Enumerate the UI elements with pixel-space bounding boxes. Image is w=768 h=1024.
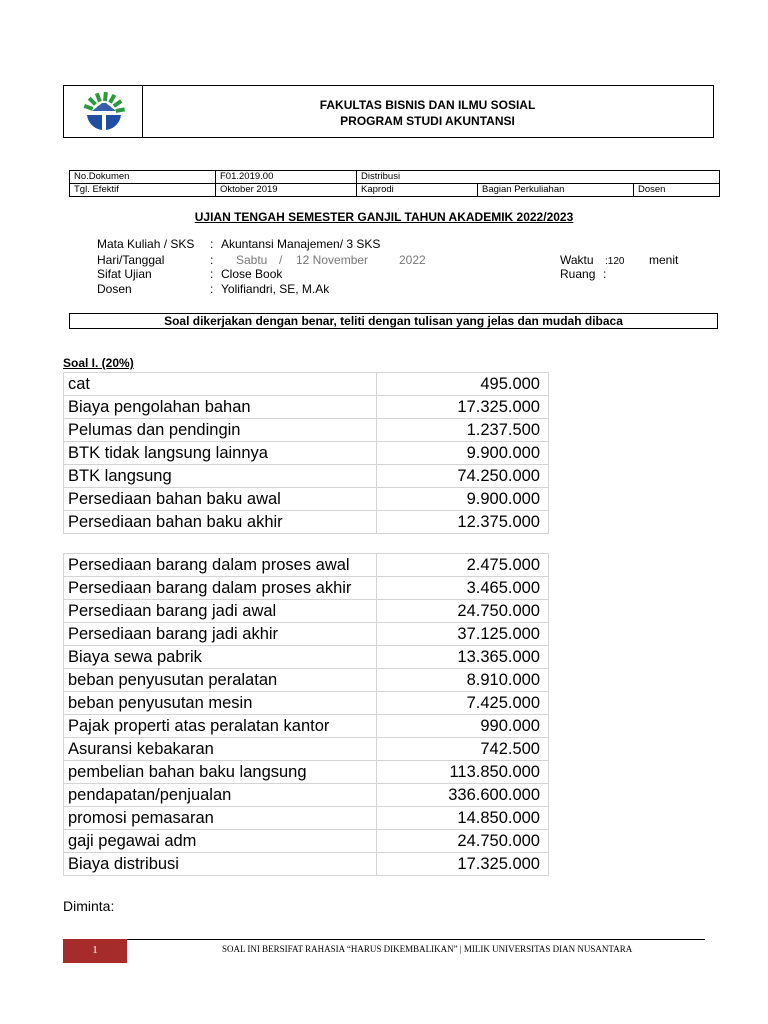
table-row (64, 600, 549, 623)
program-title: PROGRAM STUDI AKUNTANSI (340, 114, 515, 128)
ruang-colon: : (603, 267, 607, 281)
item-name: beban penyusutan mesin (64, 692, 377, 715)
table-row (64, 830, 549, 853)
hari-year: 2022 (399, 253, 426, 267)
table-row (70, 184, 720, 197)
item-value: 74.250.000 (377, 465, 549, 488)
item-name: Persediaan barang jadi akhir (64, 623, 377, 646)
footer-text: SOAL INI BERSIFAT RAHASIA “HARUS DIKEMBALIKAN” | MILIK UNIVERSITAS DIAN NUSANTARA (222, 944, 633, 954)
colon: : (210, 237, 214, 251)
page-number: 1 (63, 939, 127, 963)
dosen-label: Dosen (97, 282, 132, 296)
table-row (64, 373, 549, 396)
dosen-value: Yolifiandri, SE, M.Ak (221, 282, 330, 296)
item-value: 37.125.000 (377, 623, 549, 646)
colon: : (210, 282, 214, 296)
item-value: 7.425.000 (377, 692, 549, 715)
table-row (64, 784, 549, 807)
item-name: Biaya distribusi (64, 853, 377, 876)
table-row (64, 396, 549, 419)
item-name: Persediaan barang jadi awal (64, 600, 377, 623)
waktu-unit: menit (649, 253, 679, 267)
exam-title-pre: UJIAN TENGAH SEMESTER (194, 210, 358, 224)
matkul-value: Akuntansi Manajemen/ 3 SKS (221, 237, 381, 251)
item-name: Persediaan bahan baku akhir (64, 511, 377, 534)
item-value: 9.900.000 (377, 442, 549, 465)
diminta-label: Diminta: (63, 898, 115, 914)
cost-table-2 (63, 553, 549, 876)
item-value: 9.900.000 (377, 488, 549, 511)
cost-table-1 (63, 372, 549, 534)
matkul-label: Mata Kuliah / SKS (97, 237, 195, 251)
header-box (63, 85, 714, 138)
table-cell: Dosen (634, 184, 720, 197)
item-value: 14.850.000 (377, 807, 549, 830)
table-row (64, 669, 549, 692)
table-cell: Distribusi (357, 171, 720, 184)
item-value: 495.000 (377, 373, 549, 396)
document-info-table (69, 170, 720, 197)
table-row (64, 442, 549, 465)
item-value: 1.237.500 (377, 419, 549, 442)
table-row (64, 554, 549, 577)
item-name: Persediaan barang dalam proses akhir (64, 577, 377, 600)
item-name: pembelian bahan baku langsung (64, 761, 377, 784)
table-row (64, 488, 549, 511)
item-name: gaji pegawai adm (64, 830, 377, 853)
exam-title-main: GANJIL TAHUN AKADEMIK 2022/2023 (357, 210, 574, 224)
ruang-label: Ruang (560, 267, 596, 281)
item-value: 990.000 (377, 715, 549, 738)
item-name: BTK langsung (64, 465, 377, 488)
item-value: 17.325.000 (377, 396, 549, 419)
waktu-label: Waktu (560, 253, 594, 267)
item-name: Biaya pengolahan bahan (64, 396, 377, 419)
item-name: promosi pemasaran (64, 807, 377, 830)
table-cell: F01.2019.00 (216, 171, 357, 184)
instruction-notice: Soal dikerjakan dengan benar, teliti dengan tulisan yang jelas dan mudah dibaca (69, 313, 718, 329)
item-name: BTK tidak langsung lainnya (64, 442, 377, 465)
faculty-title: FAKULTAS BISNIS DAN ILMU SOSIAL (319, 98, 536, 112)
table-row (70, 171, 720, 184)
item-value: 8.910.000 (377, 669, 549, 692)
colon: : (210, 253, 214, 267)
item-name: Pelumas dan pendingin (64, 419, 377, 442)
item-value: 336.600.000 (377, 784, 549, 807)
colon: : (210, 267, 214, 281)
hari-slash: / (279, 253, 283, 267)
item-name: Persediaan bahan baku awal (64, 488, 377, 511)
item-value: 113.850.000 (377, 761, 549, 784)
item-value: 2.475.000 (377, 554, 549, 577)
hari-label: Hari/Tanggal (97, 253, 165, 267)
item-name: cat (64, 373, 377, 396)
item-value: 12.375.000 (377, 511, 549, 534)
item-name: Persediaan barang dalam proses awal (64, 554, 377, 577)
item-name: Pajak properti atas peralatan kantor (64, 715, 377, 738)
table-row (64, 853, 549, 876)
item-name: pendapatan/penjualan (64, 784, 377, 807)
table-row (64, 465, 549, 488)
table-cell: Bagian Perkuliahan (478, 184, 634, 197)
table-row (64, 738, 549, 761)
table-row (64, 761, 549, 784)
item-name: beban penyusutan peralatan (64, 669, 377, 692)
waktu-value: :120 (605, 256, 625, 267)
table-row (64, 623, 549, 646)
item-value: 742.500 (377, 738, 549, 761)
item-value: 24.750.000 (377, 600, 549, 623)
table-cell: Kaprodi (357, 184, 478, 197)
table-row (64, 715, 549, 738)
hari-day: Sabtu (236, 253, 268, 267)
table-row (64, 511, 549, 534)
table-row (64, 419, 549, 442)
table-cell: Tgl. Efektif (70, 184, 216, 197)
university-logo (64, 86, 143, 137)
hari-date: 12 November (296, 253, 369, 267)
footer-divider (63, 939, 705, 940)
table-cell: Oktober 2019 (216, 184, 357, 197)
item-value: 17.325.000 (377, 853, 549, 876)
exam-title (0, 210, 768, 224)
sifat-value: Close Book (221, 267, 283, 281)
table-row (64, 646, 549, 669)
table-row (64, 807, 549, 830)
item-name: Asuransi kebakaran (64, 738, 377, 761)
table-cell: No.Dokumen (70, 171, 216, 184)
item-value: 13.365.000 (377, 646, 549, 669)
table-row (64, 577, 549, 600)
table-row (64, 692, 549, 715)
item-value: 24.750.000 (377, 830, 549, 853)
item-value: 3.465.000 (377, 577, 549, 600)
question-title: Soal I. (20%) (63, 356, 134, 370)
sifat-label: Sifat Ujian (97, 267, 152, 281)
item-name: Biaya sewa pabrik (64, 646, 377, 669)
